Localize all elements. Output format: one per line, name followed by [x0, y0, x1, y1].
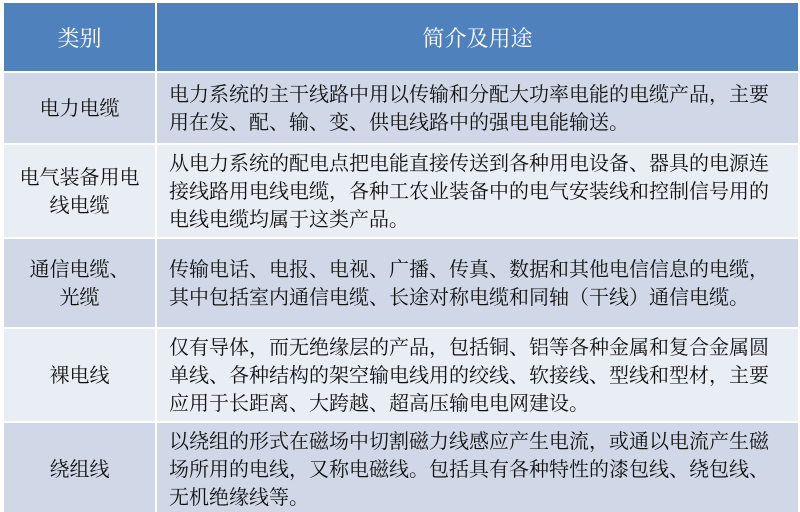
category-text: 电气装备用电线电缆: [19, 165, 140, 217]
description-cell: 从电力系统的配电点把电能直接传送到各种用电设备、器具的电源连接线路用电线电缆，各种工农业装备中的电气安装线和控制信号用的电线电缆均属于这类产品。: [156, 144, 799, 238]
table-row: [3, 144, 799, 238]
column-header-description: 简介及用途: [156, 2, 799, 72]
table-row: [3, 238, 799, 328]
cable-types-table: [2, 1, 800, 512]
category-text: 通信电缆、光缆: [29, 257, 130, 309]
category-cell: [3, 422, 156, 512]
category-cell: [3, 238, 156, 328]
category-text: 电力电缆: [39, 96, 120, 120]
category-text: 绕组线: [49, 456, 110, 481]
table-row: [3, 328, 799, 422]
description-cell: 传输电话、电报、电视、广播、传真、数据和其他电信信息的电缆，其中包括室内通信电缆、长途对称电缆和同轴（干线）通信电缆。: [156, 238, 799, 328]
category-cell: [3, 328, 156, 422]
description-cell: 电力系统的主干线路中用以传输和分配大功率电能的电缆产品，主要用在发、配、输、变、供电线路中的强电电能输送。: [156, 72, 799, 144]
category-text: 裸电线: [49, 363, 110, 387]
table-row: [3, 72, 799, 144]
table-header-row: [3, 2, 799, 72]
column-header-category: 类别: [3, 2, 156, 72]
category-cell: [3, 144, 156, 238]
category-cell: [3, 72, 156, 144]
description-cell: 以绕组的形式在磁场中切割磁力线感应产生电流，或通以电流产生磁场所用的电线，又称电磁线。包括具有各种特性的漆包线、绕包线、无机绝缘线等。: [156, 422, 799, 512]
table-row: [3, 422, 799, 512]
description-cell: 仅有导体，而无绝缘层的产品，包括铜、铝等各种金属和复合金属圆单线、各种结构的架空输电线用的绞线、软接线、型线和型材，主要应用于长距离、大跨越、超高压输电电网建设。: [156, 328, 799, 422]
